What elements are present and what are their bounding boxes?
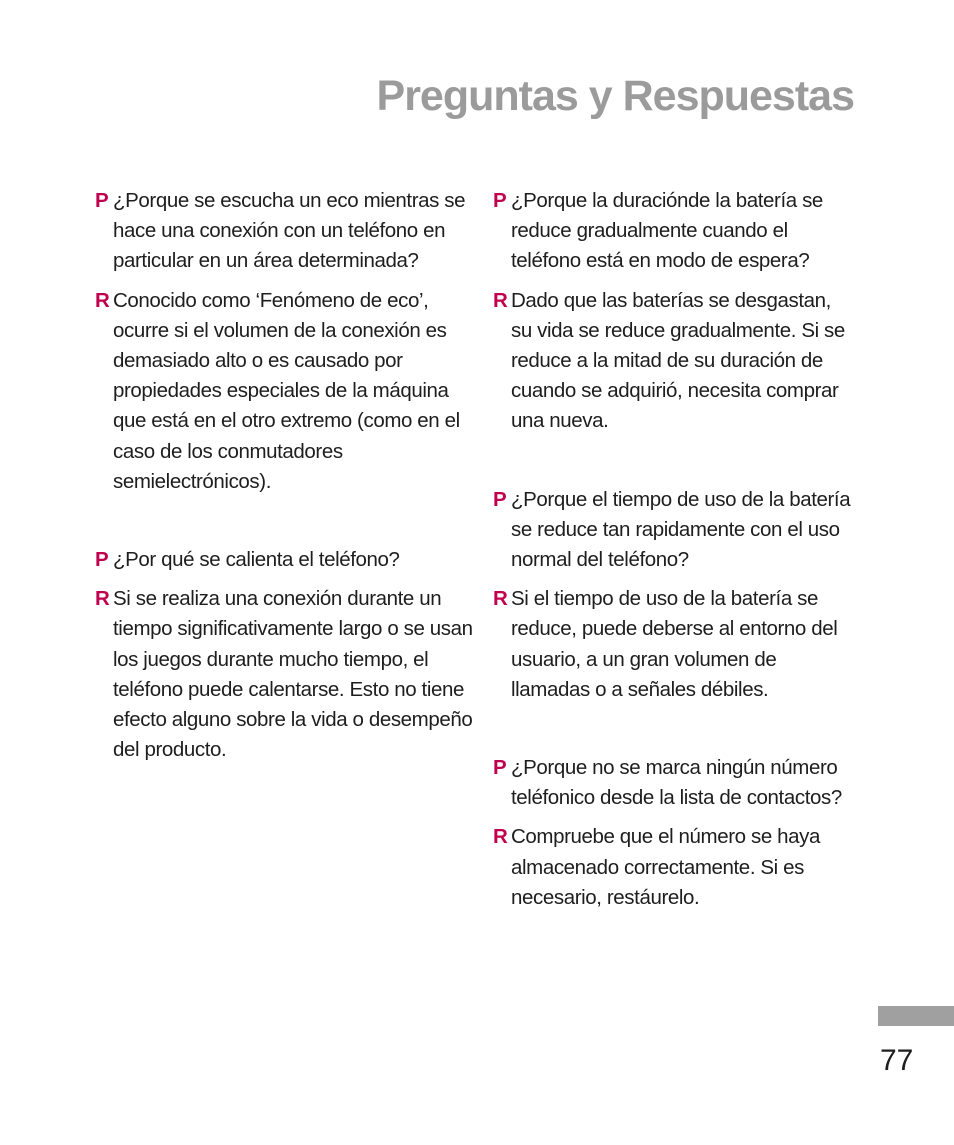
question-marker: P	[95, 548, 109, 572]
question	[95, 545, 475, 575]
spacer	[493, 446, 853, 485]
spacer	[493, 714, 853, 753]
answer	[493, 286, 853, 437]
left-column	[95, 186, 475, 774]
question-marker: P	[493, 487, 507, 511]
page-tab-bar	[878, 1006, 954, 1026]
answer-text: Si se realiza una conexión durante un tiempo significativamente largo o se usan los juegos durante mucho tiempo, el teléfono puede calentarse. Esto no tiene efecto alguno sobre la vida o desempeño del producto.	[113, 587, 473, 762]
spacer	[95, 506, 475, 545]
question	[493, 485, 853, 576]
qa-item	[493, 186, 853, 437]
answer	[493, 822, 853, 913]
question-marker: P	[493, 756, 507, 780]
question-marker: P	[493, 189, 507, 212]
answer	[493, 584, 853, 705]
qa-item	[493, 485, 853, 705]
question-text: ¿Porque el tiempo de uso de la batería se reduce tan rapidamente con el uso normal del teléfono?	[511, 487, 851, 572]
right-column	[493, 186, 853, 922]
answer-text: Conocido como ‘Fenómeno de eco’, ocurre si el volumen de la conexión es demasiado alto o es causado por propiedades especiales de la máquina que está en el otro extremo (como en el caso de los conmutadores semielectrónicos).	[113, 288, 460, 493]
answer-marker: R	[95, 288, 110, 312]
question-marker: P	[95, 189, 109, 212]
page-number: 77	[880, 1044, 914, 1077]
answer	[95, 584, 475, 765]
answer-marker: R	[493, 587, 508, 611]
qa-item	[95, 186, 475, 497]
question	[493, 753, 853, 813]
question	[95, 186, 475, 277]
question-text: ¿Porque se escucha un eco mientras se hace una conexión con un teléfono en particular en un área determinada?	[113, 189, 466, 273]
question	[493, 186, 853, 277]
answer-text: Dado que las baterías se desgastan, su vida se reduce gradualmente. Si se reduce a la mitad de su duración de cuando se adquirió, necesita comprar una nueva.	[511, 288, 845, 433]
answer-marker: R	[493, 825, 508, 849]
answer-text: Si el tiempo de uso de la batería se reduce, puede deberse al entorno del usuario, a un gran volumen de llamadas o a señales débiles.	[511, 587, 838, 701]
page-title: Preguntas y Respuestas	[376, 72, 854, 120]
answer-marker: R	[493, 288, 508, 312]
qa-item	[95, 545, 475, 765]
question-text: ¿Por qué se calienta el teléfono?	[113, 548, 400, 572]
answer-marker: R	[95, 587, 110, 611]
qa-item	[493, 753, 853, 913]
question-text: ¿Porque no se marca ningún número teléfonico desde la lista de contactos?	[511, 756, 842, 810]
answer-text: Compruebe que el número se haya almacenado correctamente. Si es necesario, restáurelo.	[511, 825, 820, 909]
answer	[95, 286, 475, 497]
question-text: ¿Porque la duraciónde la batería se reduce gradualmente cuando el teléfono está en modo de espera?	[511, 189, 823, 273]
